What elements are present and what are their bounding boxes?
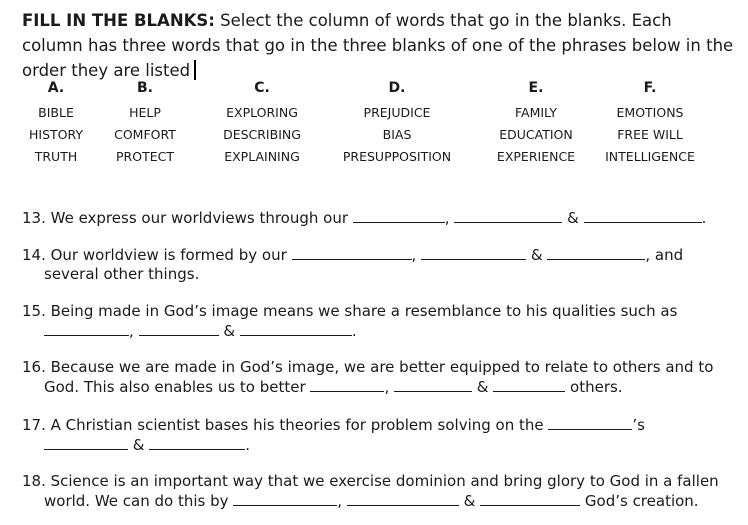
column-word: FAMILY xyxy=(514,105,557,120)
ampersand: & xyxy=(132,436,145,454)
question-15: 15. Being made in God’s image means we share a resemblance to his qualities such as , & . xyxy=(22,302,734,341)
column-c xyxy=(192,80,332,168)
column-f xyxy=(580,80,720,168)
possessive: ’s xyxy=(632,416,645,434)
answer-blank[interactable] xyxy=(149,435,245,450)
column-letter: D. xyxy=(388,80,406,96)
instructions-lead: FILL IN THE BLANKS: xyxy=(22,11,215,30)
column-word: COMFORT xyxy=(114,127,176,142)
answer-blank[interactable] xyxy=(584,208,702,223)
answer-blank[interactable] xyxy=(44,435,128,450)
question-text: 14. Our worldview is formed by our xyxy=(22,246,287,264)
question-end: God’s creation. xyxy=(584,492,699,510)
answer-blank[interactable] xyxy=(480,491,580,506)
question-18: 18. Science is an important way that we exercise dominion and bring glory to God in a fallen world. We can do this by , & God’s creation. xyxy=(22,472,734,511)
column-word: EMOTIONS xyxy=(616,105,684,120)
question-text: 18. Science is an important way that we exercise dominion and bring glory to God in a fallen xyxy=(22,472,719,490)
column-word: BIBLE xyxy=(38,105,74,120)
column-letter: F. xyxy=(643,80,657,96)
question-16: 16. Because we are made in God’s image, we are better equipped to relate to others and to God. This also enables us to better , & others. xyxy=(22,358,734,397)
instructions xyxy=(22,8,737,83)
question-17 xyxy=(22,415,734,455)
answer-blank[interactable] xyxy=(493,377,565,392)
column-letter: C. xyxy=(254,80,270,96)
column-word: BIAS xyxy=(382,127,412,142)
column-letter: A. xyxy=(47,80,65,96)
answer-blank[interactable] xyxy=(310,377,384,392)
column-word: TRUTH xyxy=(34,149,78,164)
question-end: . xyxy=(351,322,357,340)
answer-blank[interactable] xyxy=(454,208,562,223)
answer-blank[interactable] xyxy=(292,245,412,260)
answer-blank[interactable] xyxy=(44,321,129,336)
answer-blank[interactable] xyxy=(394,377,472,392)
column-word: INTELLIGENCE xyxy=(605,149,695,164)
ampersand: & xyxy=(530,246,543,264)
ampersand: & xyxy=(463,492,476,510)
column-word: EDUCATION xyxy=(499,127,573,142)
column-word: PREJUDICE xyxy=(363,105,431,120)
column-word: EXPLORING xyxy=(226,105,298,120)
question-text: 16. Because we are made in God’s image, we are better equipped to relate to others and to xyxy=(22,358,714,376)
column-letter: E. xyxy=(528,80,544,96)
column-word: PROTECT xyxy=(116,149,174,164)
ampersand: & xyxy=(476,378,489,396)
question-text: 17. A Christian scientist bases his theories for problem solving on the xyxy=(22,416,544,434)
column-word: DESCRIBING xyxy=(223,127,301,142)
question-continuation: several other things. xyxy=(44,265,200,283)
ampersand: & xyxy=(223,322,236,340)
column-letter: B. xyxy=(137,80,153,96)
question-13: 13. We express our worldviews through our , & . xyxy=(22,209,707,227)
column-word: FREE WILL xyxy=(617,127,683,142)
instructions-text: Select the column of words that go in the blanks. Each column has three words that go in the three blanks of one of the phrases below in the order they are listed xyxy=(22,11,734,80)
answer-blank[interactable] xyxy=(240,321,352,336)
question-end: others. xyxy=(570,378,623,396)
column-word: HELP xyxy=(129,105,161,120)
question-continuation: world. We can do this by xyxy=(44,492,229,510)
ampersand: & xyxy=(567,209,579,227)
question-end: . xyxy=(245,436,251,454)
question-text: 15. Being made in God’s image means we share a resemblance to his qualities such as xyxy=(22,302,678,320)
question-continuation: God. This also enables us to better xyxy=(44,378,306,396)
question-end: . xyxy=(701,209,707,227)
column-word: EXPERIENCE xyxy=(496,149,576,164)
answer-blank[interactable] xyxy=(548,415,632,430)
column-word: PRESUPPOSITION xyxy=(342,149,452,164)
answer-blank[interactable] xyxy=(421,245,526,260)
column-d xyxy=(327,80,467,168)
answer-blank[interactable] xyxy=(233,491,337,506)
column-word: EXPLAINING xyxy=(224,149,300,164)
answer-blank[interactable] xyxy=(139,321,219,336)
question-text: 13. We express our worldviews through our xyxy=(22,209,349,227)
answer-blank[interactable] xyxy=(353,208,445,223)
question-14: 14. Our worldview is formed by our , & , and several other things. xyxy=(22,245,734,284)
question-end: , and xyxy=(645,246,684,264)
text-cursor xyxy=(194,60,196,80)
column-word: HISTORY xyxy=(28,127,84,142)
answer-blank[interactable] xyxy=(547,245,645,260)
answer-blank[interactable] xyxy=(347,491,459,506)
